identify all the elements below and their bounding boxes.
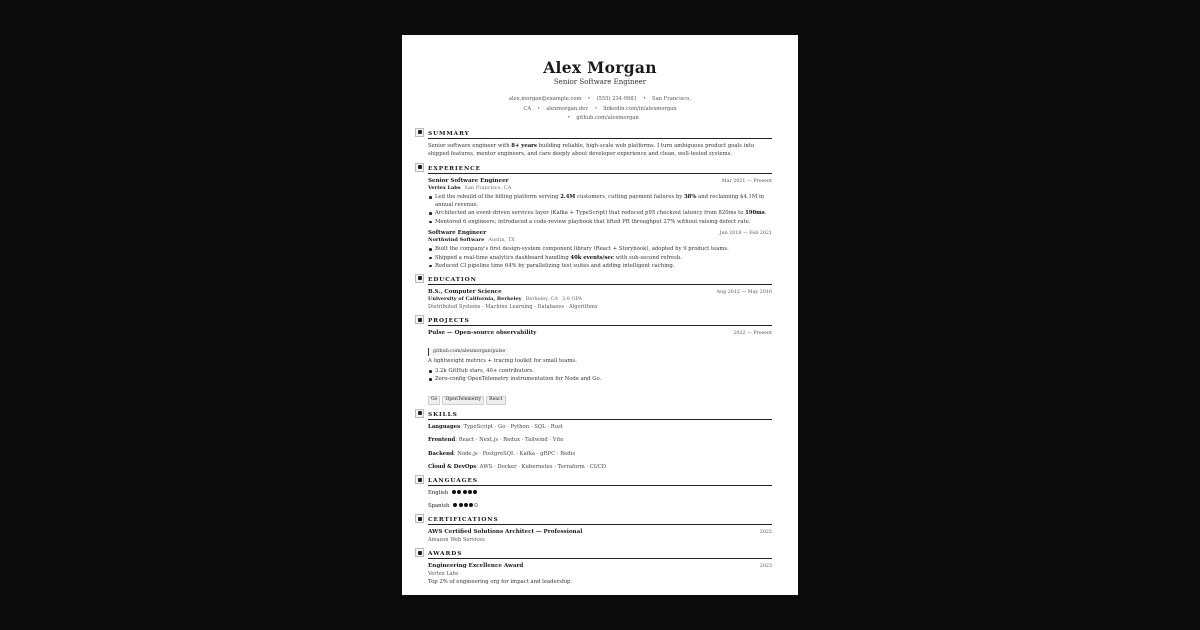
section-title: AWARDS xyxy=(428,551,463,558)
proficiency-dot-filled xyxy=(473,490,477,494)
section-title: SUMMARY xyxy=(428,130,470,137)
job-title: Senior Software Engineer xyxy=(428,177,509,184)
languages-section xyxy=(414,475,772,510)
job-company: Vertex Labs xyxy=(428,184,461,191)
contact-separator: • xyxy=(537,105,541,112)
skill-label: Backend xyxy=(428,450,454,457)
project-entry xyxy=(428,329,772,404)
school-location: Berkeley, CA xyxy=(525,295,558,302)
project-dates: 2022 — Present xyxy=(733,331,772,337)
certification-name: AWS Certified Solutions Architect — Professional xyxy=(428,529,583,536)
section-header xyxy=(428,548,772,559)
contact-separator: • xyxy=(642,96,647,102)
skill-group: Frontend: React · Next.js · Redux · Tailwind · Vite xyxy=(428,437,564,444)
certification-entry xyxy=(428,528,772,544)
award-year: 2023 xyxy=(759,564,772,570)
job-location: San Francisco, CA xyxy=(464,184,512,191)
trophy-icon xyxy=(415,548,424,557)
school-name: University of California, Berkeley xyxy=(428,295,522,302)
job-entry xyxy=(428,229,772,270)
project-bullet: 3.2k GitHub stars, 40+ contributors. xyxy=(428,367,772,375)
contact-email[interactable]: alex.morgan@example.com xyxy=(508,96,582,102)
contact-linkedin[interactable]: linkedin.com/in/alexmorgan xyxy=(603,105,677,112)
language-item xyxy=(428,489,772,497)
candidate-name: Alex Morgan xyxy=(543,58,657,77)
proficiency-dot-filled xyxy=(459,503,463,507)
language-name: English xyxy=(428,490,449,497)
contact-location: San Francisco, CA xyxy=(523,96,692,112)
projects-section xyxy=(414,315,772,404)
section-header xyxy=(428,514,772,525)
skill-group: Backend: Node.js · PostgreSQL · Kafka · gRPC · Redis xyxy=(428,450,576,457)
degree: B.S., Computer Science xyxy=(428,288,502,295)
coursework: Distributed Systems · Machine Learning · Databases · Algorithms xyxy=(428,304,598,311)
job-entry xyxy=(428,177,772,226)
section-header xyxy=(428,315,772,326)
skill-items: TypeScript · Go · Python · SQL · Rust xyxy=(463,423,563,430)
section-title: EXPERIENCE xyxy=(428,165,481,172)
section-header xyxy=(428,274,772,285)
project-tags xyxy=(428,385,772,405)
skill-items: Node.js · PostgreSQL · Kafka · gRPC · Redis xyxy=(457,450,576,457)
job-bullet: Led the rebuild of the billing platform serving 2.4M customers, cutting payment failures by 38% and reclaiming $4.1M in annual revenue. xyxy=(428,193,772,209)
summary-section xyxy=(414,128,772,159)
contact-separator: • xyxy=(594,105,598,112)
project-tag: Go xyxy=(428,396,440,405)
project-bullets xyxy=(428,367,772,383)
contact-separator: • xyxy=(587,96,591,102)
graduation-cap-icon xyxy=(415,274,424,283)
job-bullets xyxy=(428,193,772,226)
skill-group: Cloud & DevOps: AWS · Docker · Kubernetes · Terraform · CI/CD xyxy=(428,464,607,471)
section-header xyxy=(428,475,772,486)
candidate-title: Senior Software Engineer xyxy=(553,78,647,86)
section-title: EDUCATION xyxy=(428,276,477,283)
skill-label: Frontend xyxy=(428,437,456,444)
section-header xyxy=(428,163,772,174)
proficiency-dot-filled xyxy=(469,503,473,507)
project-tag: OpenTelemetry xyxy=(442,396,484,405)
project-link[interactable]: github.com/alexmorgan/pulse xyxy=(428,348,509,356)
project-bullet: Zero-config OpenTelemetry instrumentation for Node and Go. xyxy=(428,375,772,383)
globe-icon xyxy=(415,475,424,484)
summary-text-part: Senior software engineer with xyxy=(428,142,512,149)
awards-section xyxy=(414,548,772,587)
language-name: Spanish xyxy=(428,503,450,510)
section-title: PROJECTS xyxy=(428,318,470,325)
summary-text-part: building reliable, high-scale web platforms. I turn ambiguous product goals into shipped features, mentor engineers, and care deeply about developer experience and clean, well-tested systems. xyxy=(428,142,755,157)
project-description: A lightweight metrics + tracing toolkit for small teams. xyxy=(428,358,577,365)
job-bullet: Reduced CI pipeline time 64% by parallelizing test suites and adding intelligent caching. xyxy=(428,262,772,270)
experience-section xyxy=(414,163,772,270)
certification-issuer: Amazon Web Services xyxy=(428,537,485,544)
job-dates: Jun 2018 — Feb 2021 xyxy=(719,230,772,236)
skill-label: Languages xyxy=(428,423,461,430)
proficiency-dots xyxy=(453,502,479,510)
proficiency-dot-filled xyxy=(464,503,468,507)
section-header xyxy=(428,409,772,420)
section-title: CERTIFICATIONS xyxy=(428,517,499,524)
contact-phone: (555) 234-9981 xyxy=(596,96,637,102)
certification-year: 2022 xyxy=(759,530,772,536)
job-bullets xyxy=(428,245,772,270)
proficiency-dot-filled xyxy=(452,490,456,494)
section-header xyxy=(428,128,772,139)
job-dates: Mar 2021 — Present xyxy=(721,178,772,184)
wrench-icon xyxy=(415,409,424,418)
job-bullet: Architected an event-driven services layer (Kafka + TypeScript) that reduced p95 checkout latency from 820ms to 190ms. xyxy=(428,209,772,217)
contact-website[interactable]: alexmorgan.dev xyxy=(546,105,589,112)
project-name: Pulse — Open-source observability xyxy=(428,330,537,337)
contact-line xyxy=(428,95,772,124)
summary-text xyxy=(428,142,772,159)
job-bullet: Mentored 6 engineers; introduced a code-review playbook that lifted PR throughput 27% without raising defect rate. xyxy=(428,218,772,226)
job-company: Northwind Software xyxy=(428,236,485,243)
briefcase-icon xyxy=(415,163,424,172)
award-name: Engineering Excellence Award xyxy=(428,563,524,570)
certificate-icon xyxy=(415,514,424,523)
skill-label: Cloud & DevOps xyxy=(428,464,477,471)
job-location: Austin, TX xyxy=(488,236,515,243)
award-entry xyxy=(428,562,772,587)
job-bullet: Built the company's first design-system component library (React + Storybook), adopted by 9 product teams. xyxy=(428,245,772,253)
gpa: 3.8 GPA xyxy=(561,295,583,302)
contact-github[interactable]: github.com/alexmorgan xyxy=(576,115,639,121)
language-item xyxy=(428,502,772,510)
section-title: LANGUAGES xyxy=(428,478,478,485)
proficiency-dot-filled xyxy=(453,503,457,507)
proficiency-dot-filled xyxy=(457,490,461,494)
skill-items: AWS · Docker · Kubernetes · Terraform · CI/CD xyxy=(479,464,607,471)
user-icon xyxy=(415,128,424,137)
skills-section xyxy=(414,409,772,472)
education-dates: Aug 2012 — May 2016 xyxy=(716,289,772,295)
section-title: SKILLS xyxy=(428,411,458,418)
job-title: Software Engineer xyxy=(428,229,487,236)
proficiency-dot-empty xyxy=(474,503,478,507)
proficiency-dot-filled xyxy=(468,490,472,494)
award-description: Top 2% of engineering org for impact and leadership. xyxy=(428,579,573,586)
resume-page xyxy=(402,35,798,595)
project-tag: React xyxy=(486,396,505,405)
skill-items: React · Next.js · Redux · Tailwind · Vite xyxy=(458,437,564,444)
resume-header xyxy=(414,59,772,124)
skill-group: Languages: TypeScript · Go · Python · SQL · Rust xyxy=(428,423,563,430)
certifications-section xyxy=(414,514,772,544)
proficiency-dot-filled xyxy=(463,490,467,494)
proficiency-dots xyxy=(452,489,478,497)
education-entry xyxy=(428,288,772,312)
education-section xyxy=(414,274,772,312)
code-icon xyxy=(415,315,424,324)
job-bullet: Shipped a real-time analytics dashboard handling 40k events/sec with sub-second refresh. xyxy=(428,254,772,262)
summary-highlight: 8+ years xyxy=(511,142,537,149)
contact-separator: • xyxy=(567,115,571,121)
award-org: Vertex Labs xyxy=(428,571,459,578)
